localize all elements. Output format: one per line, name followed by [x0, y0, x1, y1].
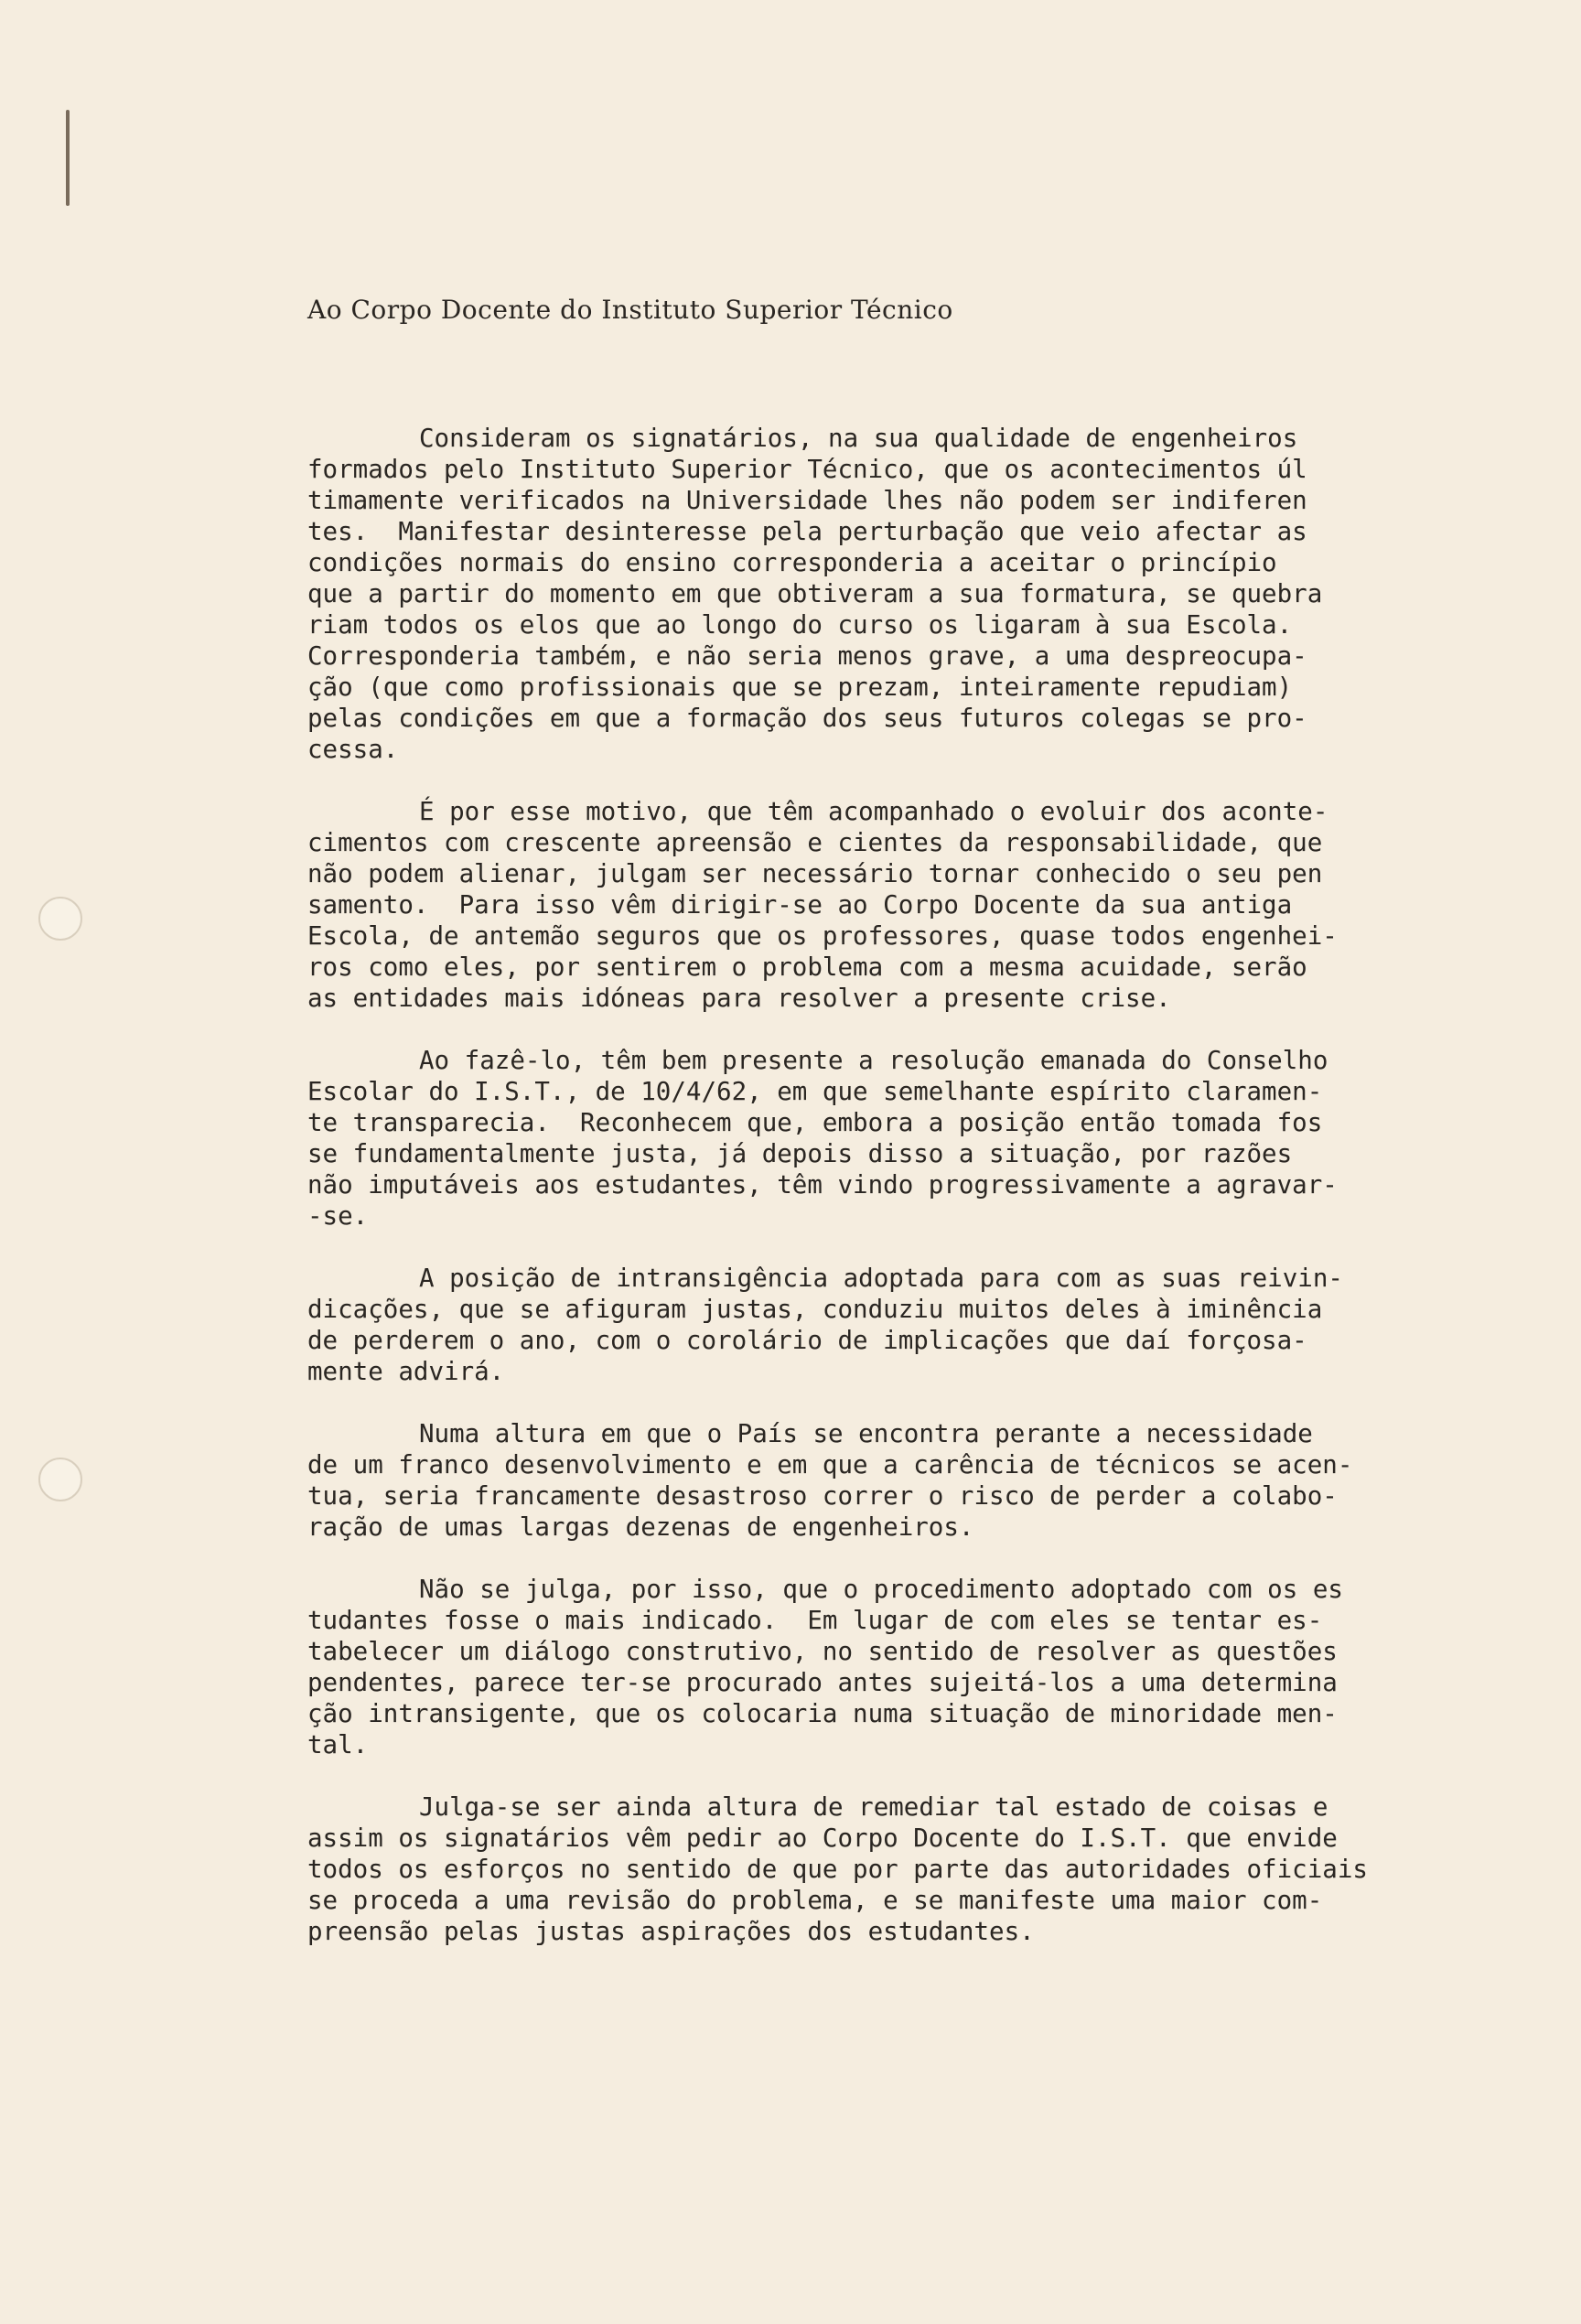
text-line: te transparecia. Reconhecem que, embora a posição então tomada fos — [307, 1108, 1323, 1137]
text-line: Não se julga, por isso, que o procedimento adoptado com os es — [419, 1575, 1343, 1604]
text-line: -se. — [307, 1201, 369, 1231]
text-line: Ao fazê-lo, têm bem presente a resolução emanada do Conselho — [419, 1046, 1328, 1075]
text-line: assim os signatários vêm pedir ao Corpo Docente do I.S.T. que envide — [307, 1824, 1338, 1853]
text-line: todos os esforços no sentido de que por parte das autoridades oficiais — [307, 1855, 1368, 1884]
text-line: Numa altura em que o País se encontra perante a necessidade — [419, 1419, 1313, 1448]
punch-hole-top — [38, 897, 82, 941]
text-line: pendentes, parece ter-se procurado antes sujeitá-los a uma determina — [307, 1668, 1338, 1697]
paragraph — [307, 1045, 1405, 1232]
text-line: se fundamentalmente justa, já depois disso a situação, por razões — [307, 1139, 1293, 1168]
text-line: Julga-se ser ainda altura de remediar tal estado de coisas e — [419, 1792, 1328, 1822]
text-line: ção intransigente, que os colocaria numa situação de minoridade men- — [307, 1699, 1338, 1728]
punch-hole-bottom — [38, 1458, 82, 1501]
text-line: condições normais do ensino corresponderia a aceitar o princípio — [307, 548, 1277, 577]
text-line: timamente verificados na Universidade lhes não podem ser indiferen — [307, 486, 1307, 515]
letter-heading: Ao Corpo Docente do Instituto Superior Técnico — [307, 295, 953, 325]
text-line: formados pelo Instituto Superior Técnico, que os acontecimentos úl — [307, 455, 1307, 484]
paragraph — [307, 1418, 1405, 1543]
letter-paragraphs — [307, 423, 1405, 1947]
text-line: cimentos com crescente apreensão e cientes da responsabilidade, que — [307, 828, 1323, 857]
text-line: É por esse motivo, que têm acompanhado o evoluir dos aconte- — [419, 797, 1328, 826]
text-line: Consideram os signatários, na sua qualidade de engenheiros — [419, 424, 1298, 453]
pen-mark — [66, 110, 70, 206]
text-line: cessa. — [307, 735, 399, 764]
text-line: tudantes fosse o mais indicado. Em lugar de com eles se tentar es- — [307, 1606, 1323, 1635]
text-line: tes. Manifestar desinteresse pela perturbação que veio afectar as — [307, 517, 1307, 546]
text-line: pelas condições em que a formação dos seus futuros colegas se pro- — [307, 704, 1307, 733]
text-line: mente advirá. — [307, 1357, 505, 1386]
letter-body — [307, 295, 1405, 1978]
text-line: ros como eles, por sentirem o problema com a mesma acuidade, serão — [307, 952, 1307, 982]
text-line: de perderem o ano, com o corolário de implicações que daí forçosa- — [307, 1326, 1307, 1355]
text-line: ração de umas largas dezenas de engenheiros. — [307, 1512, 974, 1542]
text-line: ção (que como profissionais que se prezam, inteiramente repudiam) — [307, 672, 1293, 702]
text-line: dicações, que se afiguram justas, conduziu muitos deles à iminência — [307, 1295, 1323, 1324]
text-line: A posição de intransigência adoptada para com as suas reivin- — [419, 1264, 1343, 1293]
paragraph — [307, 423, 1405, 765]
text-line: Escola, de antemão seguros que os professores, quase todos engenhei- — [307, 921, 1338, 951]
text-line: tua, seria francamente desastroso correr o risco de perder a colabo- — [307, 1481, 1338, 1511]
text-line: samento. Para isso vêm dirigir-se ao Corpo Docente da sua antiga — [307, 890, 1293, 920]
paragraph — [307, 1263, 1405, 1387]
text-line: Corresponderia também, e não seria menos grave, a uma despreocupa- — [307, 641, 1307, 671]
text-line: não podem alienar, julgam ser necessário tornar conhecido o seu pen — [307, 859, 1323, 888]
text-line: não imputáveis aos estudantes, têm vindo progressivamente a agravar- — [307, 1170, 1338, 1200]
text-line: riam todos os elos que ao longo do curso os ligaram à sua Escola. — [307, 610, 1293, 640]
text-line: de um franco desenvolvimento e em que a carência de técnicos se acen- — [307, 1450, 1353, 1479]
paragraph — [307, 1791, 1405, 1947]
text-line: se proceda a uma revisão do problema, e se manifeste uma maior com- — [307, 1886, 1323, 1915]
paragraph — [307, 796, 1405, 1014]
paragraph — [307, 1574, 1405, 1760]
text-line: que a partir do momento em que obtiveram a sua formatura, se quebra — [307, 579, 1323, 608]
text-line: preensão pelas justas aspirações dos estudantes. — [307, 1917, 1035, 1946]
text-line: tal. — [307, 1730, 369, 1759]
text-line: Escolar do I.S.T., de 10/4/62, em que semelhante espírito claramen- — [307, 1077, 1323, 1106]
text-line: tabelecer um diálogo construtivo, no sentido de resolver as questões — [307, 1637, 1338, 1666]
text-line: as entidades mais idóneas para resolver a presente crise. — [307, 984, 1171, 1013]
